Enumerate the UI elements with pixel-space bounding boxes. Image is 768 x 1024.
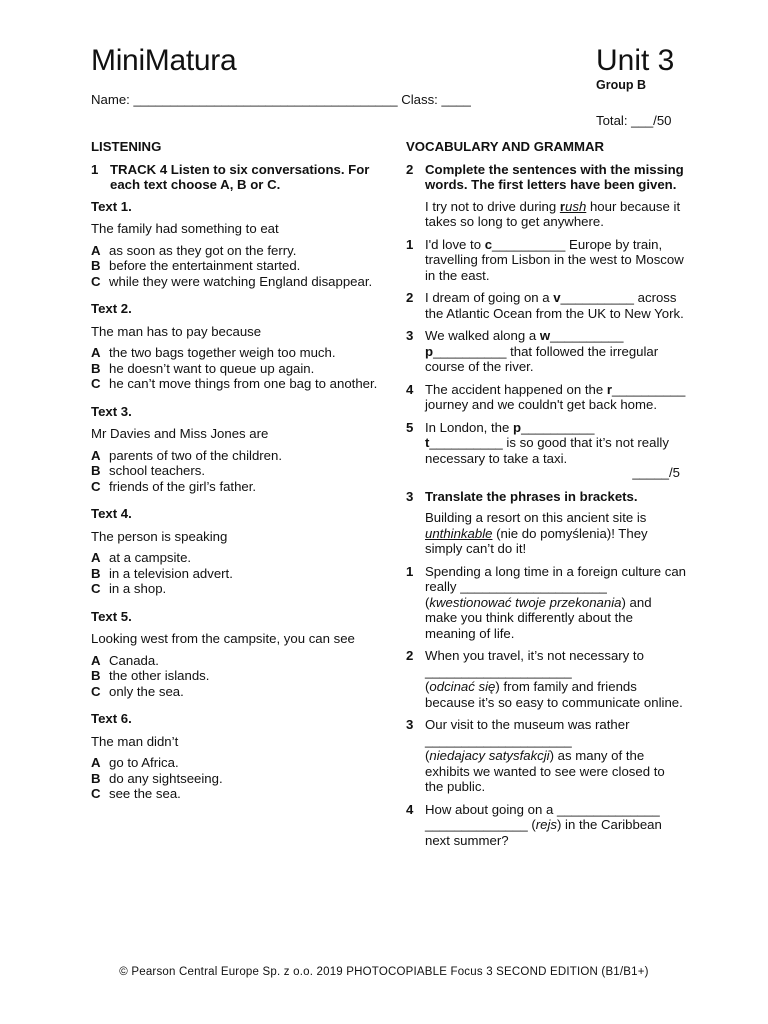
answer-option[interactable] bbox=[91, 668, 391, 684]
option-letter: A bbox=[91, 447, 101, 463]
text-heading: Text 2. bbox=[91, 301, 132, 316]
group-label: Group B bbox=[596, 78, 646, 92]
text-stem: The man didn’t bbox=[91, 733, 179, 749]
answer-option[interactable] bbox=[91, 243, 391, 259]
item-text: ) and make you think differently about the meaning of life. bbox=[425, 594, 652, 641]
item-number: 1 bbox=[406, 236, 414, 252]
option-letter: C bbox=[91, 786, 101, 801]
answer-option[interactable] bbox=[91, 345, 391, 361]
task2-score: _____/5 bbox=[632, 465, 680, 480]
answer-blank[interactable]: __________ bbox=[550, 328, 624, 343]
first-letter: p bbox=[513, 419, 522, 435]
option-letter: B bbox=[91, 463, 101, 478]
polish-phrase: kwestionować twoje przekonania bbox=[429, 594, 622, 610]
item-text: Our visit to the museum was rather bbox=[425, 717, 630, 732]
first-letter: w bbox=[539, 328, 551, 343]
text-stem: The man has to pay because bbox=[91, 323, 262, 339]
answer-option[interactable] bbox=[91, 653, 391, 669]
gap-fill-item bbox=[406, 328, 686, 375]
text-heading: Text 6. bbox=[91, 711, 132, 726]
item-body bbox=[425, 648, 686, 710]
item-number: 4 bbox=[406, 381, 414, 397]
example-text: hour because it takes so long to get anywhere. bbox=[425, 198, 681, 229]
item-text: When you travel, it’s not necessary to bbox=[425, 648, 644, 663]
task3-instruction bbox=[406, 489, 686, 505]
item-body bbox=[425, 717, 686, 795]
item-number: 3 bbox=[406, 328, 414, 343]
answer-option[interactable] bbox=[91, 448, 391, 464]
item-number: 2 bbox=[406, 648, 414, 663]
answer-blank[interactable]: ______________ bbox=[556, 801, 660, 817]
option-letter: B bbox=[91, 565, 101, 581]
option-text: as soon as they got on the ferry. bbox=[109, 242, 297, 258]
listening-instruction bbox=[91, 162, 391, 193]
answer-blank[interactable]: __________ bbox=[429, 435, 503, 450]
translation-item bbox=[406, 564, 686, 642]
item-body bbox=[425, 328, 686, 375]
answer-blank[interactable]: __________ bbox=[611, 381, 686, 397]
answer-option[interactable] bbox=[91, 463, 391, 479]
task3-items bbox=[406, 564, 686, 849]
item-number: 1 bbox=[406, 563, 414, 579]
item-body bbox=[425, 564, 686, 642]
option-text: the two bags together weigh too much. bbox=[109, 345, 336, 360]
option-text: the other islands. bbox=[109, 668, 210, 683]
first-letter: r bbox=[606, 381, 612, 397]
option-text: before the entertainment started. bbox=[109, 258, 301, 273]
item-text: I dream of going on a bbox=[425, 290, 554, 305]
answer-blank[interactable]: ____________________ bbox=[460, 579, 607, 594]
text-heading: Text 3. bbox=[91, 403, 132, 419]
option-text: only the sea. bbox=[109, 683, 184, 699]
item-text: is so good that it’s not really necessary to take a taxi. bbox=[425, 435, 669, 466]
option-letter: C bbox=[91, 683, 101, 699]
footer-copyright: © Pearson Central Europe Sp. z o.o. 2019 PHOTOCOPIABLE Focus 3 SECOND EDITION (B1/B1+) bbox=[119, 966, 649, 978]
option-text: go to Africa. bbox=[109, 755, 179, 770]
listening-section bbox=[91, 139, 391, 802]
item-text: How about going on a bbox=[425, 801, 557, 817]
item-text: across the Atlantic Ocean from the UK to New York. bbox=[425, 290, 684, 321]
item-text: Spending a long time in a foreign culture can really bbox=[425, 563, 686, 594]
option-text: school teachers. bbox=[109, 463, 206, 478]
answer-option[interactable] bbox=[91, 684, 391, 700]
example-text: Building a resort on this ancient site is bbox=[425, 510, 647, 525]
item-text: that followed the irregular course of the river. bbox=[425, 343, 659, 374]
option-text: while they were watching England disappear. bbox=[109, 273, 373, 289]
item-text: ( bbox=[425, 679, 430, 694]
listening-texts bbox=[91, 199, 391, 802]
item-number: 3 bbox=[406, 717, 414, 732]
gap-fill-item bbox=[406, 290, 686, 321]
task2-example bbox=[425, 199, 686, 230]
first-letter: p bbox=[425, 343, 434, 359]
name-class-line: Name: ____________________________________ Class: ____ bbox=[91, 92, 471, 107]
gap-fill-item bbox=[406, 237, 686, 284]
answer-option[interactable] bbox=[91, 274, 391, 290]
option-letter: B bbox=[91, 770, 101, 786]
option-letter: C bbox=[91, 273, 101, 289]
answer-option[interactable] bbox=[91, 581, 391, 597]
example-text: (nie do pomyślenia)! They simply can’t do it! bbox=[425, 525, 648, 556]
item-text: ( bbox=[425, 594, 430, 610]
answer-option[interactable] bbox=[91, 258, 391, 274]
answer-option[interactable] bbox=[91, 771, 391, 787]
text-stem: Mr Davies and Miss Jones are bbox=[91, 426, 269, 441]
option-letter: B bbox=[91, 258, 101, 273]
answer-blank[interactable]: ____________________ bbox=[425, 732, 572, 748]
option-text: parents of two of the children. bbox=[109, 447, 283, 463]
unit-label: Unit 3 bbox=[596, 44, 675, 77]
answer-option[interactable] bbox=[91, 479, 391, 495]
text-stem: Looking west from the campsite, you can see bbox=[91, 631, 355, 646]
answer-option[interactable] bbox=[91, 376, 391, 392]
gap-fill-item bbox=[406, 420, 686, 467]
first-letter: t bbox=[425, 435, 430, 450]
item-number: 2 bbox=[406, 290, 414, 305]
item-body bbox=[425, 290, 686, 321]
option-text: in a shop. bbox=[109, 581, 167, 596]
item-text: We walked along a bbox=[425, 328, 540, 343]
text-stem: The family had something to eat bbox=[91, 221, 279, 236]
option-letter: C bbox=[91, 478, 101, 494]
option-text: he doesn’t want to queue up again. bbox=[109, 360, 315, 376]
translation-item bbox=[406, 648, 686, 710]
item-text: ) from family and friends because it’s so easy to communicate online. bbox=[425, 679, 683, 710]
option-letter: B bbox=[91, 668, 101, 683]
example-first-letter: r bbox=[559, 198, 566, 214]
option-text: see the sea. bbox=[109, 786, 181, 801]
answer-blank[interactable]: ______________ bbox=[425, 817, 528, 832]
item-body bbox=[425, 420, 686, 467]
option-text: in a television advert. bbox=[109, 565, 233, 581]
text-heading: Text 4. bbox=[91, 506, 132, 521]
item-body bbox=[425, 802, 686, 849]
option-letter: A bbox=[91, 242, 101, 258]
item-text: The accident happened on the bbox=[425, 381, 607, 397]
task2-instruction bbox=[406, 162, 686, 193]
item-text: ( bbox=[425, 748, 430, 763]
item-text: ) in the Caribbean next summer? bbox=[425, 817, 662, 848]
translation-item bbox=[406, 802, 686, 849]
option-text: Canada. bbox=[109, 652, 159, 668]
option-letter: A bbox=[91, 345, 101, 360]
answer-option[interactable] bbox=[91, 755, 391, 771]
item-text: ) as many of the exhibits we wanted to see were closed to the public. bbox=[425, 748, 665, 794]
answer-option[interactable] bbox=[91, 361, 391, 377]
translation-item bbox=[406, 717, 686, 795]
page-title: MiniMatura bbox=[91, 44, 237, 77]
task-instruction: Complete the sentences with the missing words. The first letters have been given. bbox=[425, 161, 684, 192]
text-heading: Text 1. bbox=[91, 198, 132, 214]
first-letter: c bbox=[484, 236, 493, 252]
polish-phrase: rejs bbox=[535, 817, 557, 832]
task-number: 2 bbox=[406, 161, 414, 177]
vocab-section bbox=[406, 139, 686, 855]
answer-blank[interactable]: __________ bbox=[433, 343, 507, 359]
gap-fill-item bbox=[406, 382, 686, 413]
answer-option[interactable] bbox=[91, 786, 391, 802]
option-letter: C bbox=[91, 376, 101, 391]
task-instruction: Translate the phrases in brackets. bbox=[425, 488, 638, 504]
option-letter: A bbox=[91, 652, 101, 668]
text-stem: The person is speaking bbox=[91, 528, 228, 544]
example-text: I try not to drive during bbox=[425, 198, 560, 214]
item-text: ( bbox=[527, 817, 536, 832]
first-letter: v bbox=[553, 290, 561, 305]
task2-items bbox=[406, 237, 686, 467]
option-letter: B bbox=[91, 360, 101, 376]
answer-blank[interactable]: ____________________ bbox=[425, 663, 572, 679]
option-text: do any sightseeing. bbox=[109, 770, 223, 786]
task3-example bbox=[425, 510, 686, 557]
answer-blank[interactable]: __________ bbox=[521, 419, 595, 435]
example-answer: unthinkable bbox=[425, 525, 493, 541]
task-number: 3 bbox=[406, 488, 414, 504]
answer-blank[interactable]: __________ bbox=[560, 290, 634, 305]
item-number: 4 bbox=[406, 801, 414, 817]
option-text: at a campsite. bbox=[109, 550, 192, 565]
item-number: 5 bbox=[406, 419, 414, 435]
option-letter: A bbox=[91, 755, 101, 770]
listening-title: LISTENING bbox=[91, 139, 162, 154]
option-letter: C bbox=[91, 581, 101, 596]
vocab-title: VOCABULARY AND GRAMMAR bbox=[406, 139, 605, 154]
answer-option[interactable] bbox=[91, 550, 391, 566]
polish-phrase: niedajacy satysfakcji bbox=[429, 748, 550, 763]
task-number: 1 bbox=[91, 161, 99, 177]
example-answer: ush bbox=[565, 198, 587, 214]
option-text: he can’t move things from one bag to another. bbox=[109, 376, 378, 391]
item-body bbox=[425, 382, 686, 413]
answer-blank[interactable]: __________ bbox=[492, 236, 566, 252]
item-text: journey and we couldn't get back home. bbox=[425, 397, 657, 412]
option-text: friends of the girl’s father. bbox=[109, 478, 257, 494]
item-text: In London, the bbox=[425, 419, 513, 435]
total-score: Total: ___/50 bbox=[596, 113, 672, 128]
item-body bbox=[425, 237, 686, 284]
item-text: Europe by train, travelling from Lisbon in the west to Moscow in the east. bbox=[425, 236, 684, 283]
text-heading: Text 5. bbox=[91, 608, 132, 624]
polish-phrase: odcinać się bbox=[429, 679, 496, 694]
task-instruction: TRACK 4 Listen to six conversations. For each text choose A, B or C. bbox=[110, 161, 370, 192]
answer-option[interactable] bbox=[91, 566, 391, 582]
item-text: I'd love to bbox=[425, 236, 485, 252]
option-letter: A bbox=[91, 550, 101, 565]
